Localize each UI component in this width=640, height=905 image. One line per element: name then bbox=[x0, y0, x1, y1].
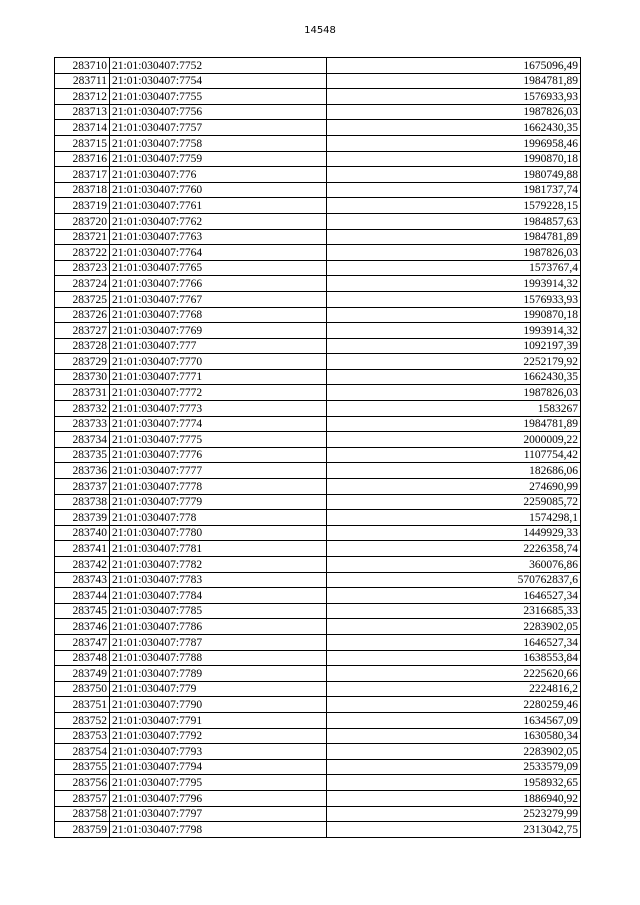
cadastral-value-cell: 1990870,18 bbox=[327, 307, 581, 323]
cadastral-value-cell: 182686,06 bbox=[327, 463, 581, 479]
table-row bbox=[55, 494, 581, 510]
cadastral-number-cell: 21:01:030407:7776 bbox=[110, 447, 327, 463]
cadastral-number-cell: 21:01:030407:7796 bbox=[110, 790, 327, 806]
cadastral-number-cell: 21:01:030407:7779 bbox=[110, 494, 327, 510]
row-number-cell: 283731 bbox=[55, 385, 110, 401]
cadastral-number-cell: 21:01:030407:7795 bbox=[110, 775, 327, 791]
row-number-cell: 283748 bbox=[55, 650, 110, 666]
cadastral-value-cell: 2252179,92 bbox=[327, 354, 581, 370]
table-row bbox=[55, 432, 581, 448]
cadastral-value-cell: 1958932,65 bbox=[327, 775, 581, 791]
row-number-cell: 283745 bbox=[55, 603, 110, 619]
cadastral-value-cell: 2280259,46 bbox=[327, 697, 581, 713]
cadastral-value-cell: 2523279,99 bbox=[327, 806, 581, 822]
cadastral-number-cell: 21:01:030407:7759 bbox=[110, 151, 327, 167]
row-number-cell: 283742 bbox=[55, 557, 110, 573]
table-row bbox=[55, 744, 581, 760]
page-number: 14548 bbox=[304, 25, 336, 36]
cadastral-value-cell: 1092197,39 bbox=[327, 338, 581, 354]
cadastral-value-cell: 1662430,35 bbox=[327, 120, 581, 136]
cadastral-number-cell: 21:01:030407:7771 bbox=[110, 369, 327, 385]
cadastral-value-cell: 1996958,46 bbox=[327, 135, 581, 151]
table-row bbox=[55, 712, 581, 728]
table-row bbox=[55, 806, 581, 822]
cadastral-value-cell: 1646527,34 bbox=[327, 588, 581, 604]
cadastral-value-cell: 1984857,63 bbox=[327, 213, 581, 229]
cadastral-value-cell: 2224816,2 bbox=[327, 681, 581, 697]
row-number-cell: 283716 bbox=[55, 151, 110, 167]
row-number-cell: 283746 bbox=[55, 619, 110, 635]
row-number-cell: 283747 bbox=[55, 634, 110, 650]
row-number-cell: 283725 bbox=[55, 291, 110, 307]
cadastral-number-cell: 21:01:030407:7775 bbox=[110, 432, 327, 448]
cadastral-value-cell: 274690,99 bbox=[327, 479, 581, 495]
table-row bbox=[55, 369, 581, 385]
cadastral-number-cell: 21:01:030407:7785 bbox=[110, 603, 327, 619]
row-number-cell: 283735 bbox=[55, 447, 110, 463]
row-number-cell: 283712 bbox=[55, 89, 110, 105]
table-row bbox=[55, 697, 581, 713]
cadastral-number-cell: 21:01:030407:7792 bbox=[110, 728, 327, 744]
row-number-cell: 283714 bbox=[55, 120, 110, 136]
row-number-cell: 283754 bbox=[55, 744, 110, 760]
table-row bbox=[55, 167, 581, 183]
row-number-cell: 283733 bbox=[55, 416, 110, 432]
cadastral-value-cell: 2313042,75 bbox=[327, 822, 581, 838]
cadastral-value-cell: 1993914,32 bbox=[327, 276, 581, 292]
cadastral-value-cell: 2000009,22 bbox=[327, 432, 581, 448]
cadastral-value-cell: 1993914,32 bbox=[327, 323, 581, 339]
cadastral-number-cell: 21:01:030407:7767 bbox=[110, 291, 327, 307]
cadastral-value-cell: 1984781,89 bbox=[327, 73, 581, 89]
table-row bbox=[55, 276, 581, 292]
cadastral-number-cell: 21:01:030407:7762 bbox=[110, 213, 327, 229]
cadastral-number-cell: 21:01:030407:7782 bbox=[110, 557, 327, 573]
table-row bbox=[55, 213, 581, 229]
row-number-cell: 283728 bbox=[55, 338, 110, 354]
table-row bbox=[55, 525, 581, 541]
row-number-cell: 283715 bbox=[55, 135, 110, 151]
table-row bbox=[55, 759, 581, 775]
table-row bbox=[55, 291, 581, 307]
table-row bbox=[55, 650, 581, 666]
cadastral-value-cell: 2283902,05 bbox=[327, 619, 581, 635]
cadastral-value-cell: 1987826,03 bbox=[327, 385, 581, 401]
cadastral-value-cell: 1634567,09 bbox=[327, 712, 581, 728]
table-row bbox=[55, 182, 581, 198]
table-row bbox=[55, 681, 581, 697]
cadastral-value-cell: 1987826,03 bbox=[327, 245, 581, 261]
cadastral-value-cell: 1579228,15 bbox=[327, 198, 581, 214]
cadastral-value-cell: 1449929,33 bbox=[327, 525, 581, 541]
table-row bbox=[55, 120, 581, 136]
row-number-cell: 283738 bbox=[55, 494, 110, 510]
row-number-cell: 283753 bbox=[55, 728, 110, 744]
cadastral-number-cell: 21:01:030407:7754 bbox=[110, 73, 327, 89]
row-number-cell: 283755 bbox=[55, 759, 110, 775]
row-number-cell: 283713 bbox=[55, 104, 110, 120]
table-row bbox=[55, 323, 581, 339]
row-number-cell: 283756 bbox=[55, 775, 110, 791]
table-row bbox=[55, 245, 581, 261]
table-row bbox=[55, 338, 581, 354]
cadastral-number-cell: 21:01:030407:7788 bbox=[110, 650, 327, 666]
cadastral-value-cell: 1981737,74 bbox=[327, 182, 581, 198]
cadastral-value-cell: 1980749,88 bbox=[327, 167, 581, 183]
cadastral-value-cell: 1583267 bbox=[327, 401, 581, 417]
cadastral-value-cell: 1630580,34 bbox=[327, 728, 581, 744]
cadastral-number-cell: 21:01:030407:7786 bbox=[110, 619, 327, 635]
table-row bbox=[55, 479, 581, 495]
table-row bbox=[55, 416, 581, 432]
cadastral-number-cell: 21:01:030407:7790 bbox=[110, 697, 327, 713]
cadastral-number-cell: 21:01:030407:7765 bbox=[110, 260, 327, 276]
table-row bbox=[55, 541, 581, 557]
row-number-cell: 283722 bbox=[55, 245, 110, 261]
row-number-cell: 283736 bbox=[55, 463, 110, 479]
cadastral-number-cell: 21:01:030407:776 bbox=[110, 167, 327, 183]
cadastral-number-cell: 21:01:030407:7752 bbox=[110, 58, 327, 74]
cadastral-value-cell: 1574298,1 bbox=[327, 510, 581, 526]
row-number-cell: 283710 bbox=[55, 58, 110, 74]
table-row bbox=[55, 775, 581, 791]
row-number-cell: 283724 bbox=[55, 276, 110, 292]
cadastral-number-cell: 21:01:030407:7797 bbox=[110, 806, 327, 822]
table-row bbox=[55, 385, 581, 401]
cadastral-number-cell: 21:01:030407:7761 bbox=[110, 198, 327, 214]
cadastral-number-cell: 21:01:030407:778 bbox=[110, 510, 327, 526]
table-row bbox=[55, 151, 581, 167]
table-row bbox=[55, 510, 581, 526]
cadastral-value-cell: 1107754,42 bbox=[327, 447, 581, 463]
cadastral-number-cell: 21:01:030407:7789 bbox=[110, 666, 327, 682]
cadastral-number-cell: 21:01:030407:7773 bbox=[110, 401, 327, 417]
cadastral-number-cell: 21:01:030407:7781 bbox=[110, 541, 327, 557]
table-row bbox=[55, 73, 581, 89]
row-number-cell: 283720 bbox=[55, 213, 110, 229]
cadastral-number-cell: 21:01:030407:7774 bbox=[110, 416, 327, 432]
table-row bbox=[55, 666, 581, 682]
table-row bbox=[55, 463, 581, 479]
cadastral-value-cell: 360076,86 bbox=[327, 557, 581, 573]
table-row bbox=[55, 260, 581, 276]
cadastral-value-cell: 2283902,05 bbox=[327, 744, 581, 760]
cadastral-value-cell: 2225620,66 bbox=[327, 666, 581, 682]
table-row bbox=[55, 58, 581, 74]
table-row bbox=[55, 572, 581, 588]
row-number-cell: 283749 bbox=[55, 666, 110, 682]
row-number-cell: 283711 bbox=[55, 73, 110, 89]
cadastral-value-cell: 1984781,89 bbox=[327, 416, 581, 432]
cadastral-value-cell: 1646527,34 bbox=[327, 634, 581, 650]
row-number-cell: 283717 bbox=[55, 167, 110, 183]
cadastral-number-cell: 21:01:030407:7770 bbox=[110, 354, 327, 370]
cadastral-value-cell: 1886940,92 bbox=[327, 790, 581, 806]
row-number-cell: 283758 bbox=[55, 806, 110, 822]
table-row bbox=[55, 588, 581, 604]
table-row bbox=[55, 307, 581, 323]
cadastral-number-cell: 21:01:030407:7794 bbox=[110, 759, 327, 775]
cadastral-value-cell: 1990870,18 bbox=[327, 151, 581, 167]
table-body bbox=[55, 58, 581, 838]
row-number-cell: 283730 bbox=[55, 369, 110, 385]
cadastral-number-cell: 21:01:030407:7791 bbox=[110, 712, 327, 728]
cadastral-number-cell: 21:01:030407:7778 bbox=[110, 479, 327, 495]
cadastral-value-cell: 1662430,35 bbox=[327, 369, 581, 385]
cadastral-value-cell: 1638553,84 bbox=[327, 650, 581, 666]
cadastral-number-cell: 21:01:030407:7793 bbox=[110, 744, 327, 760]
cadastral-value-table bbox=[54, 57, 581, 838]
row-number-cell: 283752 bbox=[55, 712, 110, 728]
cadastral-number-cell: 21:01:030407:7755 bbox=[110, 89, 327, 105]
cadastral-value-cell: 2259085,72 bbox=[327, 494, 581, 510]
table-row bbox=[55, 401, 581, 417]
row-number-cell: 283719 bbox=[55, 198, 110, 214]
cadastral-number-cell: 21:01:030407:7756 bbox=[110, 104, 327, 120]
cadastral-value-cell: 1576933,93 bbox=[327, 291, 581, 307]
table-row bbox=[55, 619, 581, 635]
row-number-cell: 283757 bbox=[55, 790, 110, 806]
cadastral-number-cell: 21:01:030407:7758 bbox=[110, 135, 327, 151]
cadastral-value-cell: 1573767,4 bbox=[327, 260, 581, 276]
table-row bbox=[55, 198, 581, 214]
cadastral-value-cell: 2226358,74 bbox=[327, 541, 581, 557]
row-number-cell: 283726 bbox=[55, 307, 110, 323]
row-number-cell: 283718 bbox=[55, 182, 110, 198]
table-row bbox=[55, 104, 581, 120]
table-row bbox=[55, 728, 581, 744]
row-number-cell: 283744 bbox=[55, 588, 110, 604]
cadastral-number-cell: 21:01:030407:7777 bbox=[110, 463, 327, 479]
row-number-cell: 283721 bbox=[55, 229, 110, 245]
cadastral-number-cell: 21:01:030407:779 bbox=[110, 681, 327, 697]
cadastral-value-cell: 1987826,03 bbox=[327, 104, 581, 120]
table-row bbox=[55, 790, 581, 806]
cadastral-number-cell: 21:01:030407:7772 bbox=[110, 385, 327, 401]
table-row bbox=[55, 89, 581, 105]
cadastral-number-cell: 21:01:030407:7763 bbox=[110, 229, 327, 245]
cadastral-value-cell: 570762837,6 bbox=[327, 572, 581, 588]
cadastral-number-cell: 21:01:030407:7757 bbox=[110, 120, 327, 136]
row-number-cell: 283723 bbox=[55, 260, 110, 276]
cadastral-number-cell: 21:01:030407:7764 bbox=[110, 245, 327, 261]
row-number-cell: 283750 bbox=[55, 681, 110, 697]
row-number-cell: 283734 bbox=[55, 432, 110, 448]
table-row bbox=[55, 354, 581, 370]
row-number-cell: 283759 bbox=[55, 822, 110, 838]
table-row bbox=[55, 634, 581, 650]
row-number-cell: 283727 bbox=[55, 323, 110, 339]
row-number-cell: 283737 bbox=[55, 479, 110, 495]
table-row bbox=[55, 557, 581, 573]
row-number-cell: 283729 bbox=[55, 354, 110, 370]
cadastral-value-cell: 1675096,49 bbox=[327, 58, 581, 74]
cadastral-number-cell: 21:01:030407:7783 bbox=[110, 572, 327, 588]
cadastral-number-cell: 21:01:030407:7760 bbox=[110, 182, 327, 198]
row-number-cell: 283743 bbox=[55, 572, 110, 588]
cadastral-number-cell: 21:01:030407:7768 bbox=[110, 307, 327, 323]
cadastral-value-cell: 2533579,09 bbox=[327, 759, 581, 775]
row-number-cell: 283751 bbox=[55, 697, 110, 713]
table-row bbox=[55, 603, 581, 619]
row-number-cell: 283732 bbox=[55, 401, 110, 417]
row-number-cell: 283739 bbox=[55, 510, 110, 526]
cadastral-number-cell: 21:01:030407:7769 bbox=[110, 323, 327, 339]
cadastral-value-cell: 1984781,89 bbox=[327, 229, 581, 245]
table-row bbox=[55, 135, 581, 151]
row-number-cell: 283741 bbox=[55, 541, 110, 557]
table-row bbox=[55, 447, 581, 463]
cadastral-number-cell: 21:01:030407:7780 bbox=[110, 525, 327, 541]
table-row bbox=[55, 229, 581, 245]
table-row bbox=[55, 822, 581, 838]
cadastral-value-cell: 1576933,93 bbox=[327, 89, 581, 105]
cadastral-number-cell: 21:01:030407:777 bbox=[110, 338, 327, 354]
row-number-cell: 283740 bbox=[55, 525, 110, 541]
cadastral-number-cell: 21:01:030407:7784 bbox=[110, 588, 327, 604]
cadastral-number-cell: 21:01:030407:7766 bbox=[110, 276, 327, 292]
cadastral-value-cell: 2316685,33 bbox=[327, 603, 581, 619]
cadastral-number-cell: 21:01:030407:7798 bbox=[110, 822, 327, 838]
cadastral-number-cell: 21:01:030407:7787 bbox=[110, 634, 327, 650]
